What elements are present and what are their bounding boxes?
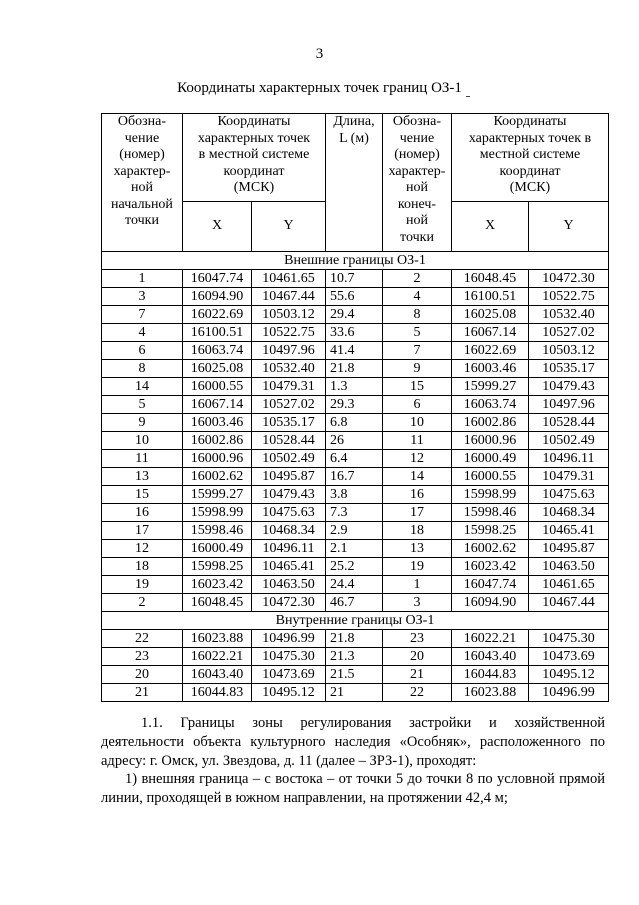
cell-start-point: 7 (102, 306, 183, 324)
cell-length: 3.8 (326, 486, 383, 504)
cell-x-start: 16022.21 (183, 648, 252, 666)
header-line: точки (400, 229, 434, 245)
table-row (102, 306, 609, 324)
cell-start-point: 18 (102, 558, 183, 576)
cell-x-start: 16000.49 (183, 540, 252, 558)
cell-y-start: 10502.49 (252, 450, 326, 468)
cell-length: 10.7 (326, 270, 383, 288)
cell-x-end: 16063.74 (452, 396, 529, 414)
cell-x-start: 15998.25 (183, 558, 252, 576)
header-line: характер- (113, 163, 171, 179)
cell-x-start: 16067.14 (183, 396, 252, 414)
table-row (102, 468, 609, 486)
cell-x-end: 16025.08 (452, 306, 529, 324)
cell-y-start: 10496.11 (252, 540, 326, 558)
header-line: характерных точек (197, 130, 311, 146)
cell-end-point: 18 (383, 522, 452, 540)
section-label: Внешние границы ОЗ-1 (102, 252, 609, 270)
cell-x-start: 16063.74 (183, 342, 252, 360)
paragraph-outer-boundary: 1) внешняя граница – с востока – от точки 5 до точки 8 по условной прямой линии, проходящей в южном направлении, на протяжении 42,4 м; (101, 771, 605, 806)
cell-x-end: 16002.62 (452, 540, 529, 558)
cell-x-start: 16025.08 (183, 360, 252, 378)
cell-end-point: 1 (383, 576, 452, 594)
header-line: точки (125, 213, 159, 228)
table-body (102, 252, 609, 702)
cell-length: 21.3 (326, 648, 383, 666)
cell-y-end: 10468.34 (529, 504, 609, 522)
cell-y-end: 10503.12 (529, 342, 609, 360)
cell-x-end: 16094.90 (452, 594, 529, 612)
table-row (102, 342, 609, 360)
cell-length: 26 (326, 432, 383, 450)
cell-x-start: 16044.83 (183, 684, 252, 702)
header-line: (номер) (119, 147, 165, 162)
section-label: Внутренние границы ОЗ-1 (102, 612, 609, 630)
cell-start-point: 21 (102, 684, 183, 702)
cell-start-point: 9 (102, 414, 183, 432)
table-row (102, 594, 609, 612)
header-line: ной (131, 180, 153, 195)
table-row (102, 486, 609, 504)
cell-y-end: 10532.40 (529, 306, 609, 324)
cell-y-end: 10475.30 (529, 630, 609, 648)
section-row (102, 612, 609, 630)
cell-y-start: 10475.30 (252, 648, 326, 666)
cell-x-end: 16067.14 (452, 324, 529, 342)
cell-length: 55.6 (326, 288, 383, 306)
cell-length: 29.3 (326, 396, 383, 414)
cell-x-end: 16023.42 (452, 558, 529, 576)
cell-y-end: 10461.65 (529, 576, 609, 594)
cell-length: 7.3 (326, 504, 383, 522)
table-row (102, 648, 609, 666)
cell-y-start: 10528.44 (252, 432, 326, 450)
header-line: Координаты (493, 114, 567, 129)
cell-x-start: 16022.69 (183, 306, 252, 324)
cell-y-end: 10475.63 (529, 486, 609, 504)
cell-y-start: 10468.34 (252, 522, 326, 540)
cell-end-point: 8 (383, 306, 452, 324)
cell-length: 21.8 (326, 360, 383, 378)
cell-start-point: 15 (102, 486, 183, 504)
cell-y-start: 10497.96 (252, 342, 326, 360)
header-line: ной (406, 180, 428, 195)
cell-start-point: 13 (102, 468, 183, 486)
cell-x-end: 15998.25 (452, 522, 529, 540)
coordinates-table (101, 113, 609, 702)
cell-x-end: 16002.86 (452, 414, 529, 432)
cell-start-point: 1 (102, 270, 183, 288)
cell-x-start: 16000.55 (183, 378, 252, 396)
cell-x-start: 15999.27 (183, 486, 252, 504)
cell-y-start: 10496.99 (252, 630, 326, 648)
cell-length: 25.2 (326, 558, 383, 576)
cell-y-end: 10472.30 (529, 270, 609, 288)
cell-y-end: 10465.41 (529, 522, 609, 540)
cell-x-start: 16100.51 (183, 324, 252, 342)
cell-length: 33.6 (326, 324, 383, 342)
cell-x-start: 16003.46 (183, 414, 252, 432)
table-row (102, 324, 609, 342)
table-row (102, 558, 609, 576)
cell-y-start: 10473.69 (252, 666, 326, 684)
cell-x-start: 16002.86 (183, 432, 252, 450)
cell-end-point: 3 (383, 594, 452, 612)
table-row (102, 414, 609, 432)
cell-length: 6.8 (326, 414, 383, 432)
cell-y-start: 10535.17 (252, 414, 326, 432)
cell-length: 41.4 (326, 342, 383, 360)
cell-x-end: 15998.46 (452, 504, 529, 522)
cell-y-start: 10503.12 (252, 306, 326, 324)
cell-end-point: 20 (383, 648, 452, 666)
table-row (102, 432, 609, 450)
cell-x-end: 16044.83 (452, 666, 529, 684)
cell-end-point: 22 (383, 684, 452, 702)
cell-end-point: 17 (383, 504, 452, 522)
cell-y-end: 10473.69 (529, 648, 609, 666)
cell-start-point: 4 (102, 324, 183, 342)
cell-y-end: 10497.96 (529, 396, 609, 414)
cell-x-end: 16022.21 (452, 630, 529, 648)
header-start-point (102, 114, 183, 252)
table-row (102, 522, 609, 540)
cell-x-end: 16047.74 (452, 576, 529, 594)
header-line: конеч- (397, 196, 437, 212)
cell-x-start: 16094.90 (183, 288, 252, 306)
cell-start-point: 20 (102, 666, 183, 684)
cell-start-point: 5 (102, 396, 183, 414)
cell-length: 29.4 (326, 306, 383, 324)
header-x-end: X (452, 202, 529, 252)
header-line: Длина, (333, 114, 375, 129)
cell-y-end: 10535.17 (529, 360, 609, 378)
cell-y-end: 10528.44 (529, 414, 609, 432)
header-line: (МСК) (233, 180, 275, 195)
cell-end-point: 23 (383, 630, 452, 648)
cell-length: 46.7 (326, 594, 383, 612)
cell-x-start: 16002.62 (183, 468, 252, 486)
cell-end-point: 2 (383, 270, 452, 288)
cell-end-point: 5 (383, 324, 452, 342)
cell-y-start: 10467.44 (252, 288, 326, 306)
cell-end-point: 7 (383, 342, 452, 360)
cell-start-point: 23 (102, 648, 183, 666)
cell-y-end: 10467.44 (529, 594, 609, 612)
cell-y-end: 10527.02 (529, 324, 609, 342)
cell-end-point: 10 (383, 414, 452, 432)
cell-end-point: 15 (383, 378, 452, 396)
cell-length: 21 (326, 684, 383, 702)
header-line: координат (223, 163, 285, 179)
cell-start-point: 6 (102, 342, 183, 360)
cell-start-point: 10 (102, 432, 183, 450)
table-row (102, 378, 609, 396)
header-line: характерных точек в (468, 130, 592, 146)
cell-y-start: 10527.02 (252, 396, 326, 414)
cell-x-end: 16048.45 (452, 270, 529, 288)
header-line: в местной системе (198, 147, 310, 162)
cell-y-end: 10502.49 (529, 432, 609, 450)
cell-y-start: 10522.75 (252, 324, 326, 342)
cell-y-start: 10461.65 (252, 270, 326, 288)
header-line: Обозна- (392, 114, 442, 129)
header-line: чение (399, 130, 435, 146)
cell-y-end: 10496.99 (529, 684, 609, 702)
table-row (102, 288, 609, 306)
header-line: (номер) (394, 147, 440, 162)
cell-x-start: 16047.74 (183, 270, 252, 288)
cell-start-point: 16 (102, 504, 183, 522)
cell-length: 6.4 (326, 450, 383, 468)
cell-length: 2.9 (326, 522, 383, 540)
table-row (102, 360, 609, 378)
cell-length: 21.5 (326, 666, 383, 684)
table-row (102, 630, 609, 648)
table-row (102, 576, 609, 594)
header-y: Y (252, 202, 326, 252)
cell-y-start: 10532.40 (252, 360, 326, 378)
cell-length: 21.8 (326, 630, 383, 648)
cell-x-end: 16043.40 (452, 648, 529, 666)
cell-y-start: 10495.87 (252, 468, 326, 486)
header-line: характер- (388, 163, 446, 179)
cell-end-point: 14 (383, 468, 452, 486)
cell-start-point: 8 (102, 360, 183, 378)
cell-x-end: 16000.49 (452, 450, 529, 468)
header-coords-end (452, 114, 609, 202)
cell-x-end: 16000.96 (452, 432, 529, 450)
header-line: (МСК) (509, 180, 551, 195)
header-line: начальной (111, 196, 173, 212)
cell-end-point: 16 (383, 486, 452, 504)
cell-y-end: 10479.31 (529, 468, 609, 486)
header-x: X (183, 202, 252, 252)
cell-end-point: 11 (383, 432, 452, 450)
table-row (102, 666, 609, 684)
cell-x-end: 16022.69 (452, 342, 529, 360)
cell-y-end: 10522.75 (529, 288, 609, 306)
header-y-end: Y (529, 202, 609, 252)
cell-start-point: 11 (102, 450, 183, 468)
cell-x-end: 15998.99 (452, 486, 529, 504)
cell-x-start: 16023.88 (183, 630, 252, 648)
header-line: местной системе (479, 147, 581, 162)
cell-length: 1.3 (326, 378, 383, 396)
table-row (102, 684, 609, 702)
table-row (102, 504, 609, 522)
page-number: 3 (315, 46, 324, 62)
cell-x-start: 16043.40 (183, 666, 252, 684)
cell-length: 24.4 (326, 576, 383, 594)
cell-end-point: 13 (383, 540, 452, 558)
cell-y-end: 10463.50 (529, 558, 609, 576)
cell-y-start: 10465.41 (252, 558, 326, 576)
header-line: L (м) (339, 130, 369, 146)
cell-x-start: 15998.46 (183, 522, 252, 540)
header-line: Обозна- (117, 114, 167, 129)
table-row (102, 450, 609, 468)
header-coords-start (183, 114, 326, 202)
cell-x-start: 16000.96 (183, 450, 252, 468)
cell-x-end: 16000.55 (452, 468, 529, 486)
cell-end-point: 6 (383, 396, 452, 414)
cell-start-point: 12 (102, 540, 183, 558)
cell-y-end: 10495.87 (529, 540, 609, 558)
cell-end-point: 21 (383, 666, 452, 684)
cell-y-start: 10479.31 (252, 378, 326, 396)
cell-start-point: 17 (102, 522, 183, 540)
cell-y-end: 10496.11 (529, 450, 609, 468)
cell-x-end: 16100.51 (452, 288, 529, 306)
cell-end-point: 12 (383, 450, 452, 468)
cell-y-start: 10479.43 (252, 486, 326, 504)
cell-x-start: 16048.45 (183, 594, 252, 612)
table-row (102, 396, 609, 414)
header-end-point (383, 114, 452, 252)
cell-start-point: 19 (102, 576, 183, 594)
paragraph-1-1: 1.1. Границы зоны регулирования застройки и хозяйственной деятельности объекта культурного наследия «Особняк», расположенного по адресу: г. Омск, ул. Звездова, д. 11 (далее – ЗРЗ-1), проходят: (101, 715, 605, 769)
cell-end-point: 9 (383, 360, 452, 378)
cell-start-point: 22 (102, 630, 183, 648)
cell-end-point: 19 (383, 558, 452, 576)
table-title: Координаты характерных точек границ ОЗ-1 (177, 80, 462, 96)
header-line: координат (499, 163, 561, 179)
cell-end-point: 4 (383, 288, 452, 306)
header-length (326, 114, 383, 252)
header-line: Координаты (217, 114, 291, 129)
cell-y-start: 10472.30 (252, 594, 326, 612)
cell-y-start: 10463.50 (252, 576, 326, 594)
cell-start-point: 3 (102, 288, 183, 306)
cell-y-end: 10495.12 (529, 666, 609, 684)
cell-x-end: 16003.46 (452, 360, 529, 378)
table-row (102, 270, 609, 288)
cell-y-start: 10495.12 (252, 684, 326, 702)
cell-y-end: 10479.43 (529, 378, 609, 396)
cell-x-end: 15999.27 (452, 378, 529, 396)
section-row (102, 252, 609, 270)
table-row (102, 540, 609, 558)
dash-mark (466, 96, 470, 97)
header-line: чение (124, 130, 160, 146)
cell-x-start: 15998.99 (183, 504, 252, 522)
header-line: ной (406, 213, 428, 228)
cell-start-point: 14 (102, 378, 183, 396)
cell-y-start: 10475.63 (252, 504, 326, 522)
cell-length: 2.1 (326, 540, 383, 558)
cell-x-end: 16023.88 (452, 684, 529, 702)
cell-start-point: 2 (102, 594, 183, 612)
cell-x-start: 16023.42 (183, 576, 252, 594)
cell-length: 16.7 (326, 468, 383, 486)
